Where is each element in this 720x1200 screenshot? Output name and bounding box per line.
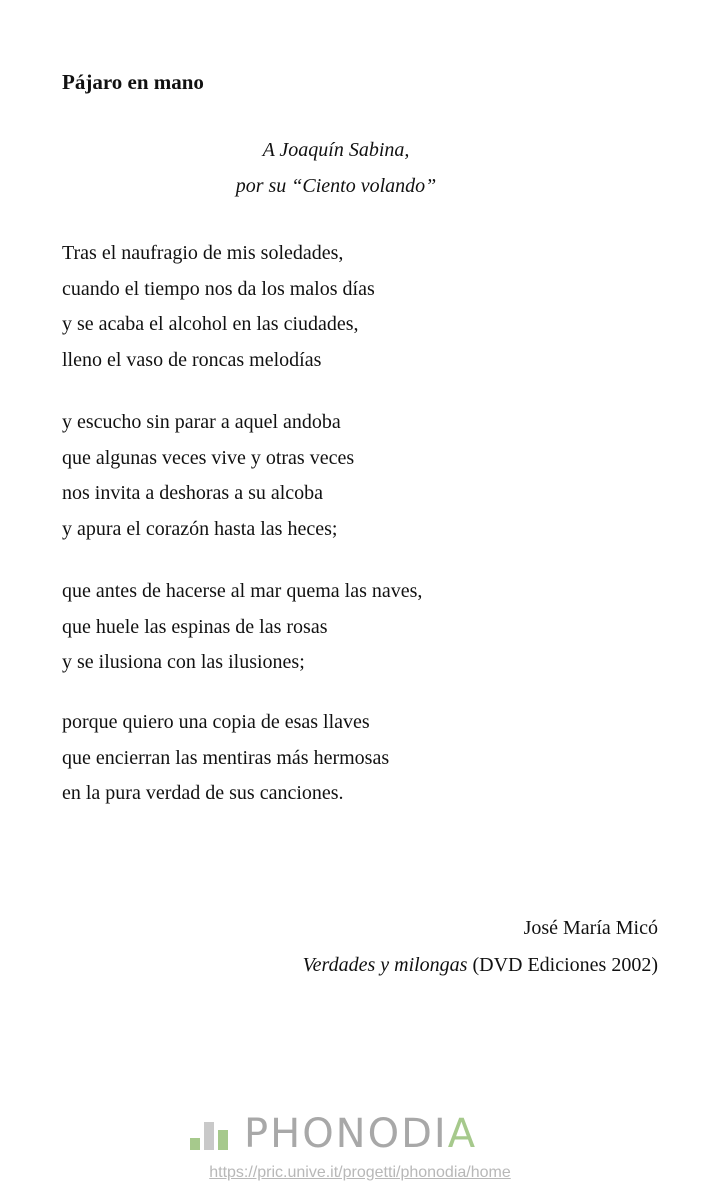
footer-link[interactable]: https://pric.unive.it/progetti/phonodia/home bbox=[209, 1164, 511, 1181]
bar-chart-icon bbox=[190, 1122, 232, 1150]
source-citation bbox=[303, 947, 658, 984]
logo-text-main: PHONODI bbox=[244, 1111, 448, 1157]
verse-line: Tras el naufragio de mis soledades, bbox=[62, 242, 344, 264]
verse-line: cuando el tiempo nos da los malos días bbox=[62, 277, 375, 300]
verse-line: y apura el corazón hasta las heces; bbox=[62, 517, 338, 540]
stanza-3 bbox=[62, 574, 422, 681]
verse-line: y se ilusiona con las ilusiones; bbox=[62, 651, 305, 673]
verse-line: que antes de hacerse al mar quema las naves, bbox=[62, 580, 423, 602]
verse-line: nos invita a deshoras a su alcoba bbox=[62, 482, 324, 504]
stanza-2 bbox=[62, 405, 354, 547]
verse-line: y se acaba el alcohol en las ciudades, bbox=[62, 313, 359, 335]
signature bbox=[303, 910, 658, 984]
dedication-line: A Joaquín Sabina, bbox=[262, 139, 410, 161]
stanza-4 bbox=[62, 705, 389, 812]
stanza-1 bbox=[62, 236, 375, 378]
phonodia-logo bbox=[190, 1108, 477, 1156]
book-title: Verdades y milongas bbox=[302, 954, 468, 976]
dedication-line: por su “Ciento volando” bbox=[235, 175, 437, 197]
verse-line: lleno el vaso de roncas melodías bbox=[62, 348, 322, 371]
logo-wordmark bbox=[244, 1112, 477, 1156]
verse-line: porque quiero una copia de esas llaves bbox=[62, 711, 370, 733]
verse-line: y escucho sin parar a aquel andoba bbox=[62, 411, 341, 433]
verse-line: que encierran las mentiras más hermosas bbox=[62, 746, 390, 769]
verse-line: en la pura verdad de sus canciones. bbox=[62, 782, 344, 804]
verse-line: que algunas veces vive y otras veces bbox=[62, 446, 355, 469]
dedication bbox=[0, 132, 672, 204]
logo-text-accent: A bbox=[447, 1111, 478, 1157]
author-name: José María Micó bbox=[523, 917, 658, 939]
publication-info: (DVD Ediciones 2002) bbox=[467, 954, 658, 976]
verse-line: que huele las espinas de las rosas bbox=[62, 615, 328, 638]
poem-title: Pájaro en mano bbox=[62, 70, 204, 94]
